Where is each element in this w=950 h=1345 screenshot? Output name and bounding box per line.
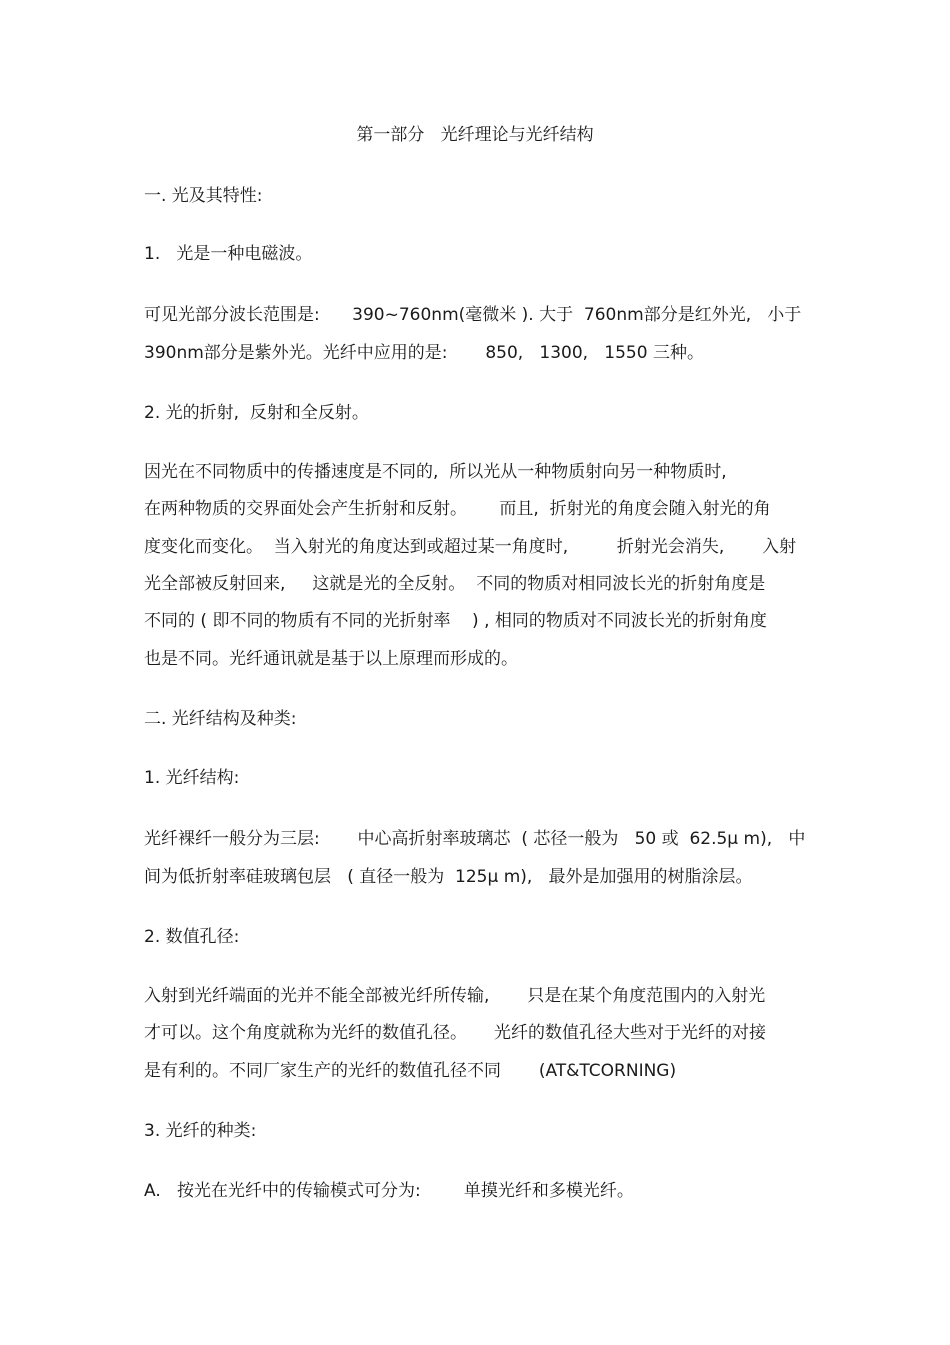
section-heading-2: 二. 光纤结构及种类: <box>144 709 297 729</box>
paragraph-line: 在两种物质的交界面处会产生折射和反射。 而且, 折射光的角度会随入射光的角 <box>144 499 771 519</box>
paragraph-line: 入射到光纤端面的光并不能全部被光纤所传输, 只是在某个角度范围内的入射光 <box>144 986 766 1006</box>
paragraph-line: 光纤裸纤一般分为三层: 中心高折射率玻璃芯 ( 芯径一般为 50 或 62.5μ m), 中 <box>144 829 806 849</box>
paragraph-line: 因光在不同物质中的传播速度是不同的, 所以光从一种物质射向另一种物质时, <box>144 462 727 482</box>
subheading-2-2: 2. 数值孔径: <box>144 927 240 947</box>
paragraph-line: 间为低折射率硅玻璃包层 ( 直径一般为 125μ m), 最外是加强用的树脂涂层。 <box>144 867 753 887</box>
paragraph-line: 度变化而变化。 当入射光的角度达到或超过某一角度时, 折射光会消失, 入射 <box>144 537 797 557</box>
paragraph-line: 不同的 ( 即不同的物质有不同的光折射率 ) , 相同的物质对不同波长光的折射角度 <box>144 611 767 631</box>
paragraph-line: 也是不同。光纤通讯就是基于以上原理而形成的。 <box>144 649 518 669</box>
paragraph-line: 可见光部分波长范围是: 390~760nm(毫微米 ). 大于 760nm部分是红外光, 小于 <box>144 305 802 325</box>
paragraph-line: 是有利的。不同厂家生产的光纤的数值孔径不同 (AT&TCORNING) <box>144 1061 677 1081</box>
subheading-1-2: 2. 光的折射, 反射和全反射。 <box>144 403 369 423</box>
paragraph-line: 390nm部分是紫外光。光纤中应用的是: 850, 1300, 1550 三种。 <box>144 343 704 363</box>
subheading-2-1: 1. 光纤结构: <box>144 768 240 788</box>
paragraph-line: 光全部被反射回来, 这就是光的全反射。 不同的物质对相同波长光的折射角度是 <box>144 574 766 594</box>
page-title: 第一部分 光纤理论与光纤结构 <box>356 125 594 145</box>
paragraph-line: A. 按光在光纤中的传输模式可分为: 单摸光纤和多模光纤。 <box>144 1181 634 1201</box>
subheading-2-3: 3. 光纤的种类: <box>144 1121 257 1141</box>
subheading-1-1: 1. 光是一种电磁波。 <box>144 244 313 264</box>
section-heading-1: 一. 光及其特性: <box>144 186 263 206</box>
paragraph-line: 才可以。这个角度就称为光纤的数值孔径。 光纤的数值孔径大些对于光纤的对接 <box>144 1023 767 1043</box>
